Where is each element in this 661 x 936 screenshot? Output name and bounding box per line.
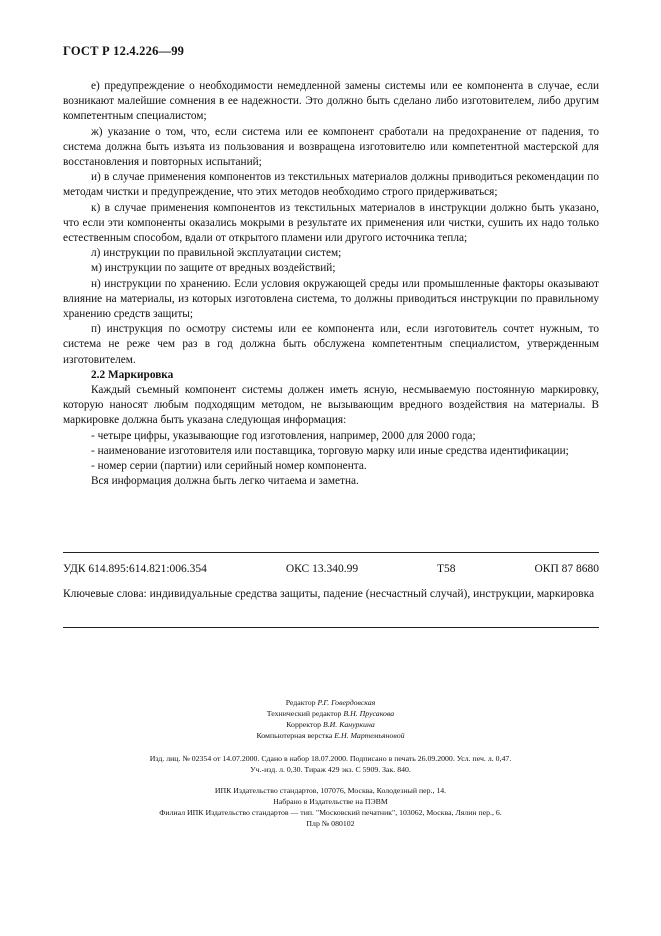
paragraph-n: н) инструкции по хранению. Если условия окружающей среды или промышленные факторы оказывают влияние на материалы, из которых изготовлена система, то должны приводиться инструкции по правильному хранению средств защиты; [63, 277, 599, 321]
credit-editor: Редактор Р.Г. Говердовская [285, 698, 376, 707]
marking-item-manufacturer: - наименование изготовителя или поставщика, торговую марку или иные средства идентификации; [91, 444, 569, 457]
udk-code: УДК 614.895:614.821:006.354 [63, 563, 207, 575]
standard-code-header: ГОСТ Р 12.4.226—99 [63, 44, 185, 58]
marking-item-serial: - номер серии (партии) или серийный номер компонента. [91, 460, 367, 473]
okp-code: ОКП 87 8680 [534, 563, 599, 575]
publication-details [0, 753, 661, 775]
paragraph-e: е) предупреждение о необходимости немедленной замены системы или ее компонента в случае, если возникают малейшие сомнения в ее надежности. Это должно быть сделано либо изготовителем, либо другим компетентным специалистом; [63, 80, 599, 123]
paragraph-i: и) в случае применения компонентов из текстильных материалов должны приводиться рекомендации по методам чистки и предупреждение, что этих методов необходимо строго придерживаться; [63, 171, 599, 199]
paragraph-m: м) инструкции по защите от вредных воздействий; [91, 262, 336, 275]
top-divider [63, 552, 599, 553]
publication-line-2: Уч.-изд. л. 0,30. Тираж 429 экз. С 5909. Зак. 840. [250, 765, 411, 774]
publisher-details [0, 785, 661, 829]
paragraph-l: л) инструкции по правильной эксплуатации систем; [91, 247, 342, 260]
credit-proofreader: Корректор В.И. Кануркина [286, 720, 375, 729]
credit-layout: Компьютерная верстка Е.Н. Мартемьяновой [256, 731, 405, 740]
marking-paragraph: Каждый съемный компонент системы должен иметь ясную, несмываемую постоянную маркировку, которую наносят любым подходящим методом, не вызывающим вредного воздействия на материалы. В маркировке должна быть указана следующая информация: [63, 384, 599, 427]
publisher-line-2: Набрано в Издательстве на ПЭВМ [273, 797, 388, 806]
publication-line-1: Изд. лиц. № 02354 от 14.07.2000. Сдано в набор 18.07.2000. Подписано в печать 26.09.2000. Усл. печ. л. 0,47. [149, 754, 512, 763]
bottom-divider [63, 627, 599, 628]
section-title-marking: 2.2 Маркировка [91, 368, 174, 381]
publisher-line-3: Филиал ИПК Издательство стандартов — тип. "Московский печатник", 103062, Москва, Лялин пер., 6. [159, 808, 502, 817]
marking-readability: Вся информация должна быть легко читаема и заметна. [91, 475, 359, 488]
credit-tech-editor: Технический редактор В.Н. Прусакова [266, 709, 395, 718]
credits-block [0, 697, 661, 741]
paragraph-p: п) инструкция по осмотру системы или ее компонента или, если изготовитель сочтет нужным, то система не реже чем раз в год должна быть обслужена компетентным специалистом, утвержденным изготовителем. [63, 323, 599, 366]
paragraph-zh: ж) указание о том, что, если система или ее компонент сработали на предохранение от падения, то система должна быть изъята из пользования и возвращена изготовителю или компетентной мастерской для восстановления и повторных испытаний; [63, 125, 599, 169]
t-code: Т58 [437, 563, 456, 575]
marking-item-year: - четыре цифры, указывающие год изготовления, например, 2000 для 2000 года; [91, 429, 476, 442]
publisher-line-1: ИПК Издательство стандартов, 107076, Москва, Колодезный пер., 14. [214, 786, 447, 795]
publisher-line-4: Плр № 080102 [306, 819, 355, 828]
document-body [63, 79, 599, 489]
classification-row [63, 563, 599, 575]
paragraph-k: к) в случае применения компонентов из текстильных материалов в инструкции должно быть указано, что если эти компоненты оказались мокрыми в результате их применения или чистки, сушить их надо только естественным способом, вдали от открытого пламени или другого источника тепла; [63, 201, 599, 245]
oks-code: ОКС 13.340.99 [285, 563, 359, 575]
keywords: Ключевые слова: индивидуальные средства защиты, падение (несчастный случай), инструкции, маркировка [63, 588, 595, 600]
